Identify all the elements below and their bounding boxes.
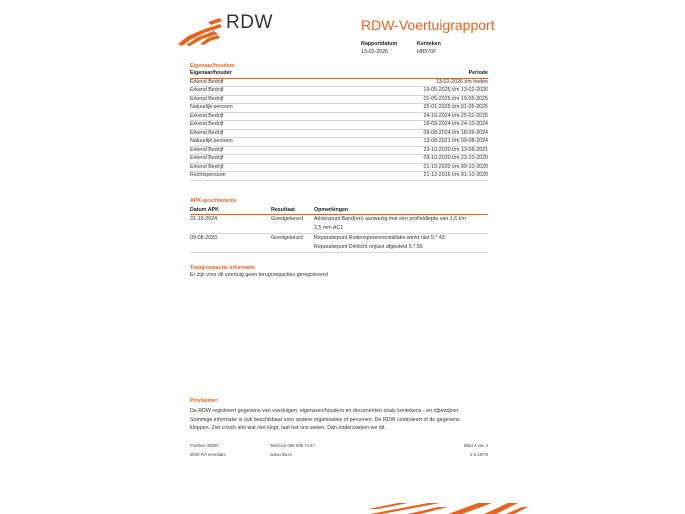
owner-period: 21-12-2016 t/m 01-10-2020 [423,172,488,178]
report-date-value: 13-02-2026 [361,49,389,55]
plate-block [417,40,441,56]
owner-row [190,121,488,130]
footer-website[interactable]: www.rdw.nl [270,452,292,457]
disclaimer-section-title: Proclaimer [190,398,218,404]
recall-text: Er zijn voor dit voertuig geen terugroepacties geregistreerd [190,272,328,278]
footer-postbus: Postbus 30000 [190,443,219,448]
footer-code: 2.6.18/78 [470,452,488,457]
footer-address [190,441,226,459]
owner-period: 18-09-2024 t/m 24-10-2024 [423,121,488,127]
apk-result: Goedgekeurd [271,235,304,241]
apk-result-header: Resultaat [271,207,295,213]
owner-row [190,104,488,113]
apk-table [190,206,488,253]
owner-period: 25-01-2025 t/m 01-05-2025 [423,104,488,110]
owner-column-header: Eigenaar/houder [190,70,232,76]
owner-type: Erkend Bedrijf [190,121,224,127]
footer-page-info [440,441,488,459]
apk-table-header [190,206,488,215]
footer-contact [270,441,315,459]
owner-type: Erkend Bedrijf [190,163,224,170]
owner-row [190,138,488,147]
plate-label: Kenteken [417,41,441,47]
recall-section-title: Terugroepactie informatie [190,265,255,271]
owner-type: Natuurlijk persoon [190,138,233,144]
owner-type: Erkend Bedrijf [190,78,224,85]
apk-row [190,215,488,234]
disclaimer-line: kloppen. Ziet u toch iets wat niet klopt, laat het ons weten. Dan onderzoeken we dit. [190,425,386,431]
apk-row [190,234,488,253]
owner-type: Erkend Bedrijf [190,155,224,161]
owner-type: Erkend Bedrijf [190,112,224,119]
owner-row [190,130,488,139]
owner-row [190,96,488,105]
owner-row [190,113,488,122]
owner-type: Erkend Bedrijf [190,146,224,153]
owner-row [190,147,488,156]
apk-date-header: Datum APK [190,207,219,213]
period-column-header: Periode [468,70,488,76]
owner-period: 13-08-2021 t/m 09-08-2024 [423,138,488,144]
owner-row [190,155,488,164]
owner-period: 19-05-2025 t/m 13-02-2026 [423,87,488,93]
owner-type: Erkend Bedrijf [190,87,224,93]
disclaimer-line: Sommige informatie is ook beschikbaar voor andere organisaties of personen. De RDW controleert of de gegevens [190,416,460,423]
owner-type: Natuurlijk persoon [190,104,233,110]
apk-remark-line: 2,5 mm AC1 [314,224,344,231]
plate-value: HB570F [417,49,437,55]
footer-city: 9640 RA Veendam [190,452,226,457]
owner-period: 24-10-2024 t/m 25-01-2025 [423,112,488,119]
disclaimer-text [190,407,490,433]
owner-row [190,172,488,181]
page-title: RDW-Voertuigrapport [361,17,495,33]
owners-section-title: Eigenaar/houders [190,63,235,69]
apk-remarks [314,234,445,251]
owner-period: 01-10-2020 t/m 09-10-2020 [423,163,488,170]
footer-phone: Telefoon 088 008 74 47 [270,443,315,448]
owner-type: Erkend Bedrijf [190,129,224,136]
apk-remark-line: Reparatiepunt Ruitensproeierinstallatie werkt niet 5.*.43 [314,235,445,241]
logo-text: RDW [226,12,273,33]
owner-row [190,87,488,96]
owner-type: Erkend Bedrijf [190,95,224,102]
owner-period: 13-02-2026 t/m heden [435,78,488,85]
owner-type: Rechtspersoon [190,172,226,178]
apk-date: 31-10-2024 [190,216,218,222]
apk-remark-line: Reparatiepunt Dimlicht onjuist afgesteld 5.*.56 [314,243,423,250]
report-date-block [361,40,397,56]
decorative-stripes-icon [368,497,528,514]
owners-table-header [190,70,488,79]
owner-period: 09-10-2020 t/m 23-10-2020 [423,155,488,161]
apk-result: Goedgekeurd [271,216,304,222]
apk-remarks-header: Opmerkingen [314,207,349,213]
apk-remarks [314,215,466,232]
owner-row [190,79,488,88]
owners-table [190,70,488,181]
report-date-label: Rapportdatum [361,41,398,47]
disclaimer-line: De RDW registreert gegevens van voertuigen, eigenaren/houders en documenten zoals kentekens - en rijbewijzen. [190,408,460,414]
apk-section-title: APK-geschiedenis [190,198,237,204]
owner-period: 23-10-2020 t/m 13-08-2021 [423,146,488,153]
owner-period: 09-08-2024 t/m 18-09-2024 [423,129,488,136]
owner-row [190,164,488,173]
footer-page: Blad 4 van 4 [464,443,488,448]
owner-period: 01-05-2025 t/m 19-05-2025 [423,95,488,102]
apk-remark-line: Adviespunt Band(en) aanwezig met een profieldiepte van 1,6 t/m [314,216,466,222]
apk-date: 09-08-2023 [190,235,218,241]
